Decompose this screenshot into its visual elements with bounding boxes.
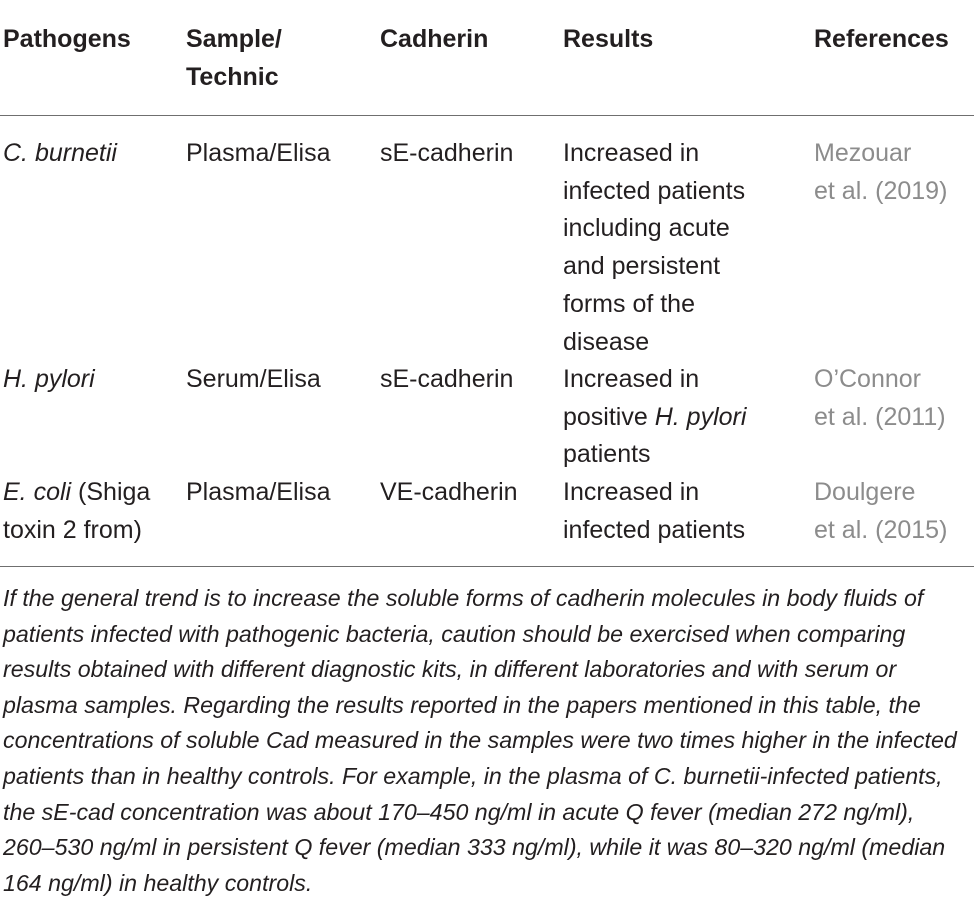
reference-link[interactable]: Doulgere et al. (2015) xyxy=(814,478,948,544)
results-cell: Increased in infected patients xyxy=(563,478,746,544)
table-footnote: If the general trend is to increase the soluble forms of cadherin molecules in body fluids of patients infected with pathogenic bacteria, caution should be exercised when comparing results obtained with different diagnostic kits, in different laboratories and with serum or plasma samples. Regarding the results reported in the papers mentioned in this table, the concentrations of soluble Cad measured in the samples were two times higher in the infected patients than in healthy controls. For example, in the plasma of C. burnetii-infected patients, the sE-cad concentration was about 170–450 ng/ml in acute Q fever (median 272 ng/ml), 260–530 ng/ml in persistent Q fever (median 333 ng/ml), while it was 80–320 ng/ml (median 164 ng/ml) in healthy controls. xyxy=(3,585,957,896)
header-cadherin: Cadherin xyxy=(380,25,489,53)
reference-link[interactable]: O’Connor et al. (2011) xyxy=(814,365,946,431)
sample-cell: Plasma/Elisa xyxy=(186,139,331,167)
cadherin-cell: sE-cadherin xyxy=(380,365,514,393)
header-pathogens: Pathogens xyxy=(3,25,131,53)
pathogen-cell xyxy=(3,474,150,549)
pathogen-line xyxy=(3,474,150,512)
cadherin-cell: sE-cadherin xyxy=(380,139,514,167)
results-cell: Increased in infected patients including acute and persistent forms of the disease xyxy=(563,139,746,356)
table-bottom-divider xyxy=(0,566,974,567)
results-cell xyxy=(563,361,746,474)
results-line: Increased in xyxy=(563,365,700,393)
results-line xyxy=(563,399,746,437)
pathogen-detail: (Shiga xyxy=(71,478,151,506)
pathogen-line: toxin 2 from) xyxy=(3,515,142,544)
header-divider xyxy=(0,115,974,116)
header-results: Results xyxy=(563,25,654,53)
cadherin-cell: VE-cadherin xyxy=(380,478,518,506)
pathogen-cell: C. burnetii xyxy=(3,139,117,167)
results-text: positive xyxy=(563,402,655,431)
results-line: patients xyxy=(563,440,651,469)
sample-cell: Serum/Elisa xyxy=(186,365,321,393)
reference-link[interactable]: Mezouar et al. (2019) xyxy=(814,139,948,205)
header-references: References xyxy=(814,25,949,53)
pathogen-name-italic: E. coli xyxy=(3,478,72,506)
header-sample-technic: Sample/ Technic xyxy=(186,25,282,91)
sample-cell: Plasma/Elisa xyxy=(186,478,331,506)
pathogen-cell: H. pylori xyxy=(3,365,95,393)
pathogen-name-italic: H. pylori xyxy=(654,402,747,431)
